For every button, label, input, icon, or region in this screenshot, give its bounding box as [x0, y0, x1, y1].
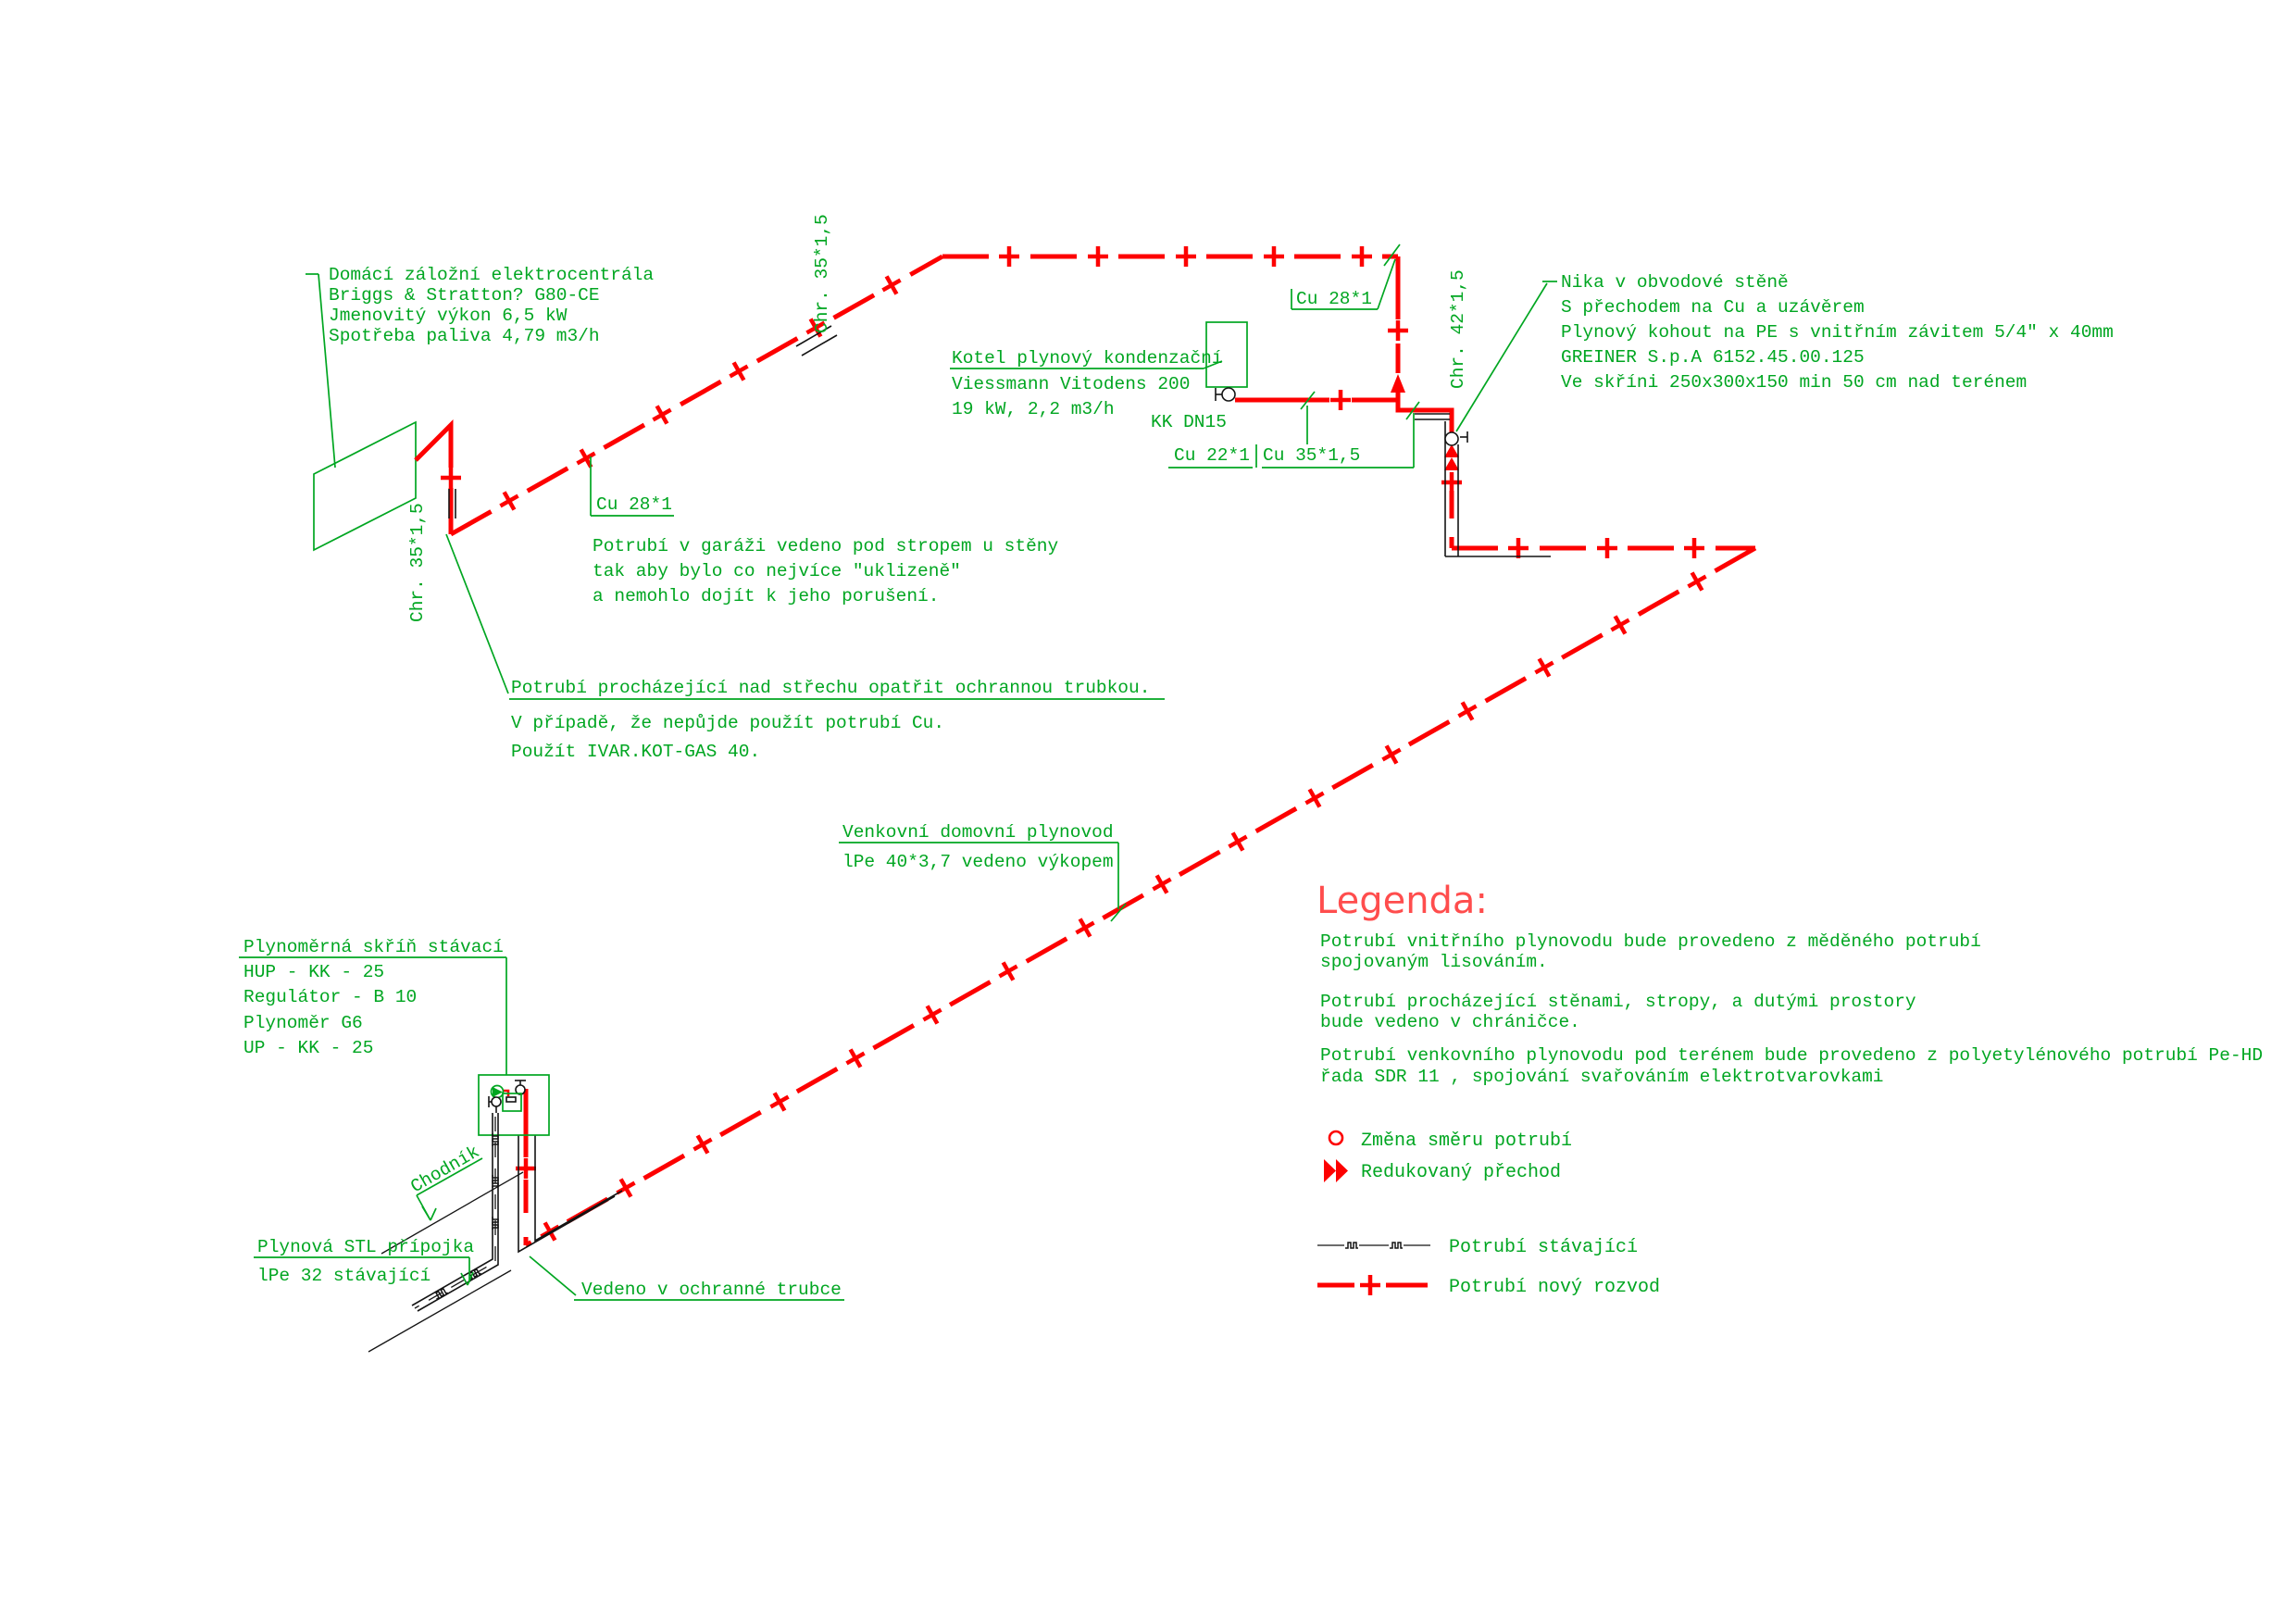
- chr35-garage-label: Chr. 35*1,5: [407, 503, 428, 622]
- niche-valve: [1445, 431, 1467, 445]
- boiler-line1: Kotel plynový kondenzační: [952, 348, 1223, 369]
- meter-line2: HUP - KK - 25: [243, 962, 385, 982]
- nika-line3: Plynový kohout na PE s vnitřním závitem 5/4" x 40mm: [1561, 322, 2114, 343]
- reducer-triangle: [1444, 457, 1459, 470]
- service-pipe-label: [254, 1237, 474, 1286]
- legend-symbol1-label: Změna směru potrubí: [1361, 1131, 1573, 1152]
- kk-valve-icon: [1222, 388, 1235, 401]
- sidewalk-text: Chodník: [407, 1142, 483, 1198]
- nika-note: [1456, 272, 2114, 431]
- legend-title: Legenda:: [1316, 880, 1488, 922]
- roof-note-line2: V případě, že nepůjde použít potrubí Cu.: [511, 713, 945, 733]
- legend-p3-l1: Potrubí venkovního plynovodu pod terénem bude provedeno z polyetylénového potrubí Pe-HD: [1320, 1045, 2264, 1066]
- legend-line2-label: Potrubí nový rozvod: [1449, 1277, 1661, 1298]
- protective-tube-text: Vedeno v ochranné trubce: [581, 1280, 842, 1300]
- outdoor-pipe-label: [839, 822, 1118, 909]
- nika-line1: Nika v obvodové stěně: [1561, 272, 1789, 293]
- direction-change-icon: [1329, 1131, 1342, 1144]
- boiler-line2: Viessmann Vitodens 200: [952, 374, 1191, 394]
- chr42-label: Chr. 42*1,5: [1448, 269, 1468, 389]
- cu28-garage-label: Cu 28*1: [596, 494, 672, 515]
- reducer-triangle: [1391, 374, 1405, 393]
- legend-p2-l1: Potrubí procházející stěnami, stropy, a dutými prostory: [1320, 992, 1916, 1012]
- service-line2: lPe 32 stávající: [257, 1266, 431, 1286]
- garage-note: [593, 536, 1058, 606]
- legend-new-line-sample: [1317, 1275, 1428, 1295]
- generator-note-line4: Spotřeba paliva 4,79 m3/h: [329, 326, 600, 346]
- nika-line5: Ve skříni 250x300x150 min 50 cm nad terénem: [1561, 372, 2028, 393]
- garage-note-line1: Potrubí v garáži vedeno pod stropem u stěny: [593, 536, 1059, 556]
- boiler-line3: 19 kW, 2,2 m3/h: [952, 399, 1115, 419]
- cu28-top-label: Cu 28*1: [1296, 289, 1372, 309]
- meter-line5: UP - KK - 25: [243, 1038, 374, 1058]
- legend-p3-l2: řada SDR 11 , spojování svařováním elektrotvarovkami: [1320, 1067, 1884, 1087]
- meter-box: [239, 937, 549, 1135]
- garage-note-line2: tak aby bylo co nejvíce "uklizeně": [593, 561, 961, 581]
- reducer-triangle: [1444, 444, 1459, 457]
- protection-tube-marks: [449, 326, 1551, 1252]
- chr35-roof-label: Chr. 35*1,5: [812, 214, 832, 333]
- roof-note-line3: Použít IVAR.KOT-GAS 40.: [511, 742, 761, 762]
- reduced-transition-icon: [1324, 1159, 1336, 1182]
- leader-ticks: [1111, 244, 1419, 921]
- sidewalk-label: [407, 1142, 483, 1220]
- generator-outline: [314, 422, 416, 550]
- legend-p2-l2: bude vedeno v chráničce.: [1320, 1012, 1580, 1032]
- outdoor-line1: Venkovní domovní plynovod: [842, 822, 1114, 843]
- generator-note-line2: Briggs & Stratton? G80-CE: [329, 285, 600, 306]
- roof-note-line1: Potrubí procházející nad střechu opatřit ochrannou trubkou.: [511, 678, 1151, 698]
- cu22-label: Cu 22*1: [1174, 445, 1250, 466]
- legend-line1-label: Potrubí stávající: [1449, 1237, 1639, 1258]
- meter-line4: Plynoměr G6: [243, 1013, 363, 1033]
- protective-tube-label: [530, 1256, 844, 1300]
- service-line1: Plynová STL přípojka: [257, 1237, 475, 1257]
- existing-service-pipe: [368, 1113, 523, 1352]
- nika-line2: S přechodem na Cu a uzávěrem: [1561, 297, 1865, 318]
- boiler: [950, 322, 1247, 432]
- cu35-label: Cu 35*1,5: [1263, 445, 1361, 466]
- legend-symbol2-label: Redukovaný přechod: [1361, 1162, 1562, 1183]
- generator-note-line1: Domácí záložní elektrocentrála: [329, 265, 655, 285]
- legend-p1-l1: Potrubí vnitřního plynovodu bude provedeno z měděného potrubí: [1320, 931, 1981, 952]
- legend-existing-line-sample: [1317, 1243, 1430, 1248]
- kk-valve-label: KK DN15: [1151, 412, 1227, 432]
- generator-note-line3: Jmenovitý výkon 6,5 kW: [329, 306, 568, 326]
- legend-p1-l2: spojovaným lisováním.: [1320, 952, 1548, 972]
- nika-line4: GREINER S.p.A 6152.45.00.125: [1561, 347, 1865, 368]
- garage-note-line3: a nemohlo dojít k jeho porušení.: [593, 586, 940, 606]
- valve-circle-icon: [1445, 432, 1458, 445]
- meter-line1: Plynoměrná skříň stávací: [243, 937, 504, 957]
- up-valve-icon: [492, 1097, 501, 1106]
- reduced-transition-icon: [1336, 1159, 1348, 1182]
- outdoor-line2: lPe 40*3,7 vedeno výkopem: [842, 852, 1114, 872]
- meter-line3: Regulátor - B 10: [243, 987, 418, 1007]
- legend: [1316, 880, 2263, 1298]
